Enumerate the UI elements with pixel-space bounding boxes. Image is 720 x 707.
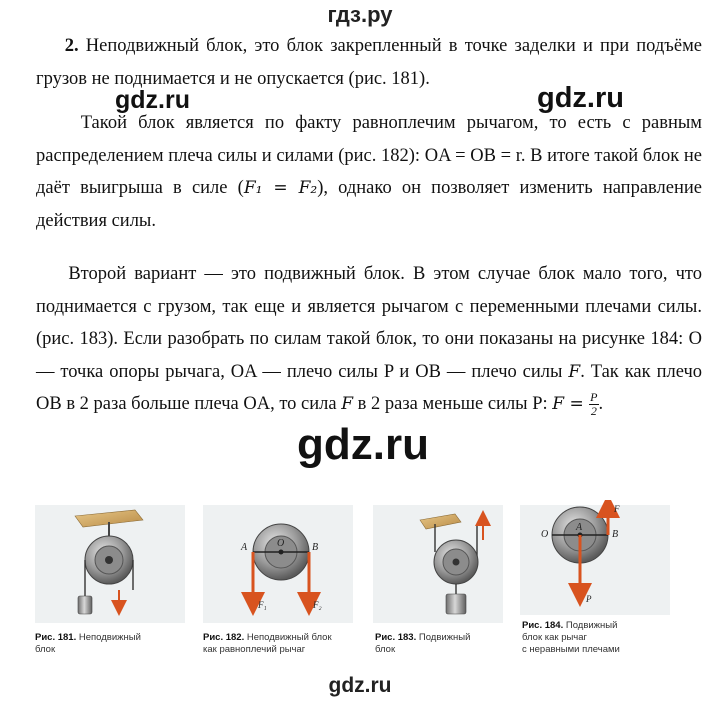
label-F1: F₁	[258, 600, 267, 610]
label-A: A	[241, 542, 248, 553]
paragraph-3-end: .	[598, 394, 604, 414]
label-A: A	[576, 522, 583, 533]
paragraph-3	[36, 258, 702, 421]
paragraph-2-text-a: Такой блок является по факту равноплечим рычагом, то есть с равным распределением плеча силы и силами (рис. 182): OA = OB = r. В итоге такой блок не даёт выигрыша в силе (	[36, 113, 702, 198]
paragraph-3-text-a: Второй вариант — это подвижный блок. В этом случае блок мало того, что поднимается с грузом, так еще и является рычагом с переменными плечами силы. (рис. 183). Если разобрать по силам такой блок, то они показаны на рисунке 184: O — точка опоры рычага, OA — плечо силы P и OB — плечо силы	[36, 264, 702, 382]
watermark: gdz.ru	[537, 82, 624, 114]
figure-181-caption: Рис. 181. Неподвижный блок	[35, 632, 141, 655]
watermark: gdz.ru	[115, 86, 190, 114]
formula-lhs: F =	[552, 394, 590, 414]
figure-183-caption: Рис. 183. Подвижный блок	[375, 632, 471, 655]
paragraph-2-text-b: ), однако он позволяет изменить направление действия силы.	[36, 178, 702, 231]
paragraph-2	[36, 107, 702, 237]
formula-f1-equals-f2: F₁ = F₂	[243, 178, 318, 198]
symbol-F: F	[568, 361, 581, 382]
figure-184-caption: Рис. 184. Подвижный блок как рычаг с неравными плечами	[522, 620, 620, 655]
paragraph-3-text-c: в 2 раза меньше силы P:	[353, 394, 553, 414]
label-F: F	[614, 504, 620, 514]
label-F2: F₂	[313, 600, 322, 610]
fraction-numerator: P	[590, 390, 598, 405]
site-header[interactable]: гдз.ру	[327, 2, 393, 27]
paragraph-1-text: Неподвижный блок, это блок закрепленный в точке заделки и при подъёме грузов не поднимается и не опускается (рис. 181).	[36, 36, 703, 89]
label-P: P	[586, 594, 592, 604]
task-number: 2.	[64, 36, 79, 56]
label-O: O	[277, 538, 285, 549]
label-B: B	[612, 529, 619, 540]
label-B: B	[312, 542, 319, 553]
paragraph-3-text-b: . Так как плечо OB в 2 раза больше плеча OA, то сила	[36, 361, 703, 414]
figure-strip	[35, 500, 687, 670]
fraction-p-over-2	[589, 391, 598, 418]
symbol-F: F	[341, 394, 354, 414]
site-footer[interactable]: gdz.ru	[328, 674, 392, 697]
fraction-denominator: 2	[590, 404, 597, 419]
watermark: gdz.ru	[297, 420, 429, 469]
label-O: O	[541, 529, 549, 540]
figure-182-caption: Рис. 182. Неподвижный блок как равноплечий рычаг	[203, 632, 332, 655]
